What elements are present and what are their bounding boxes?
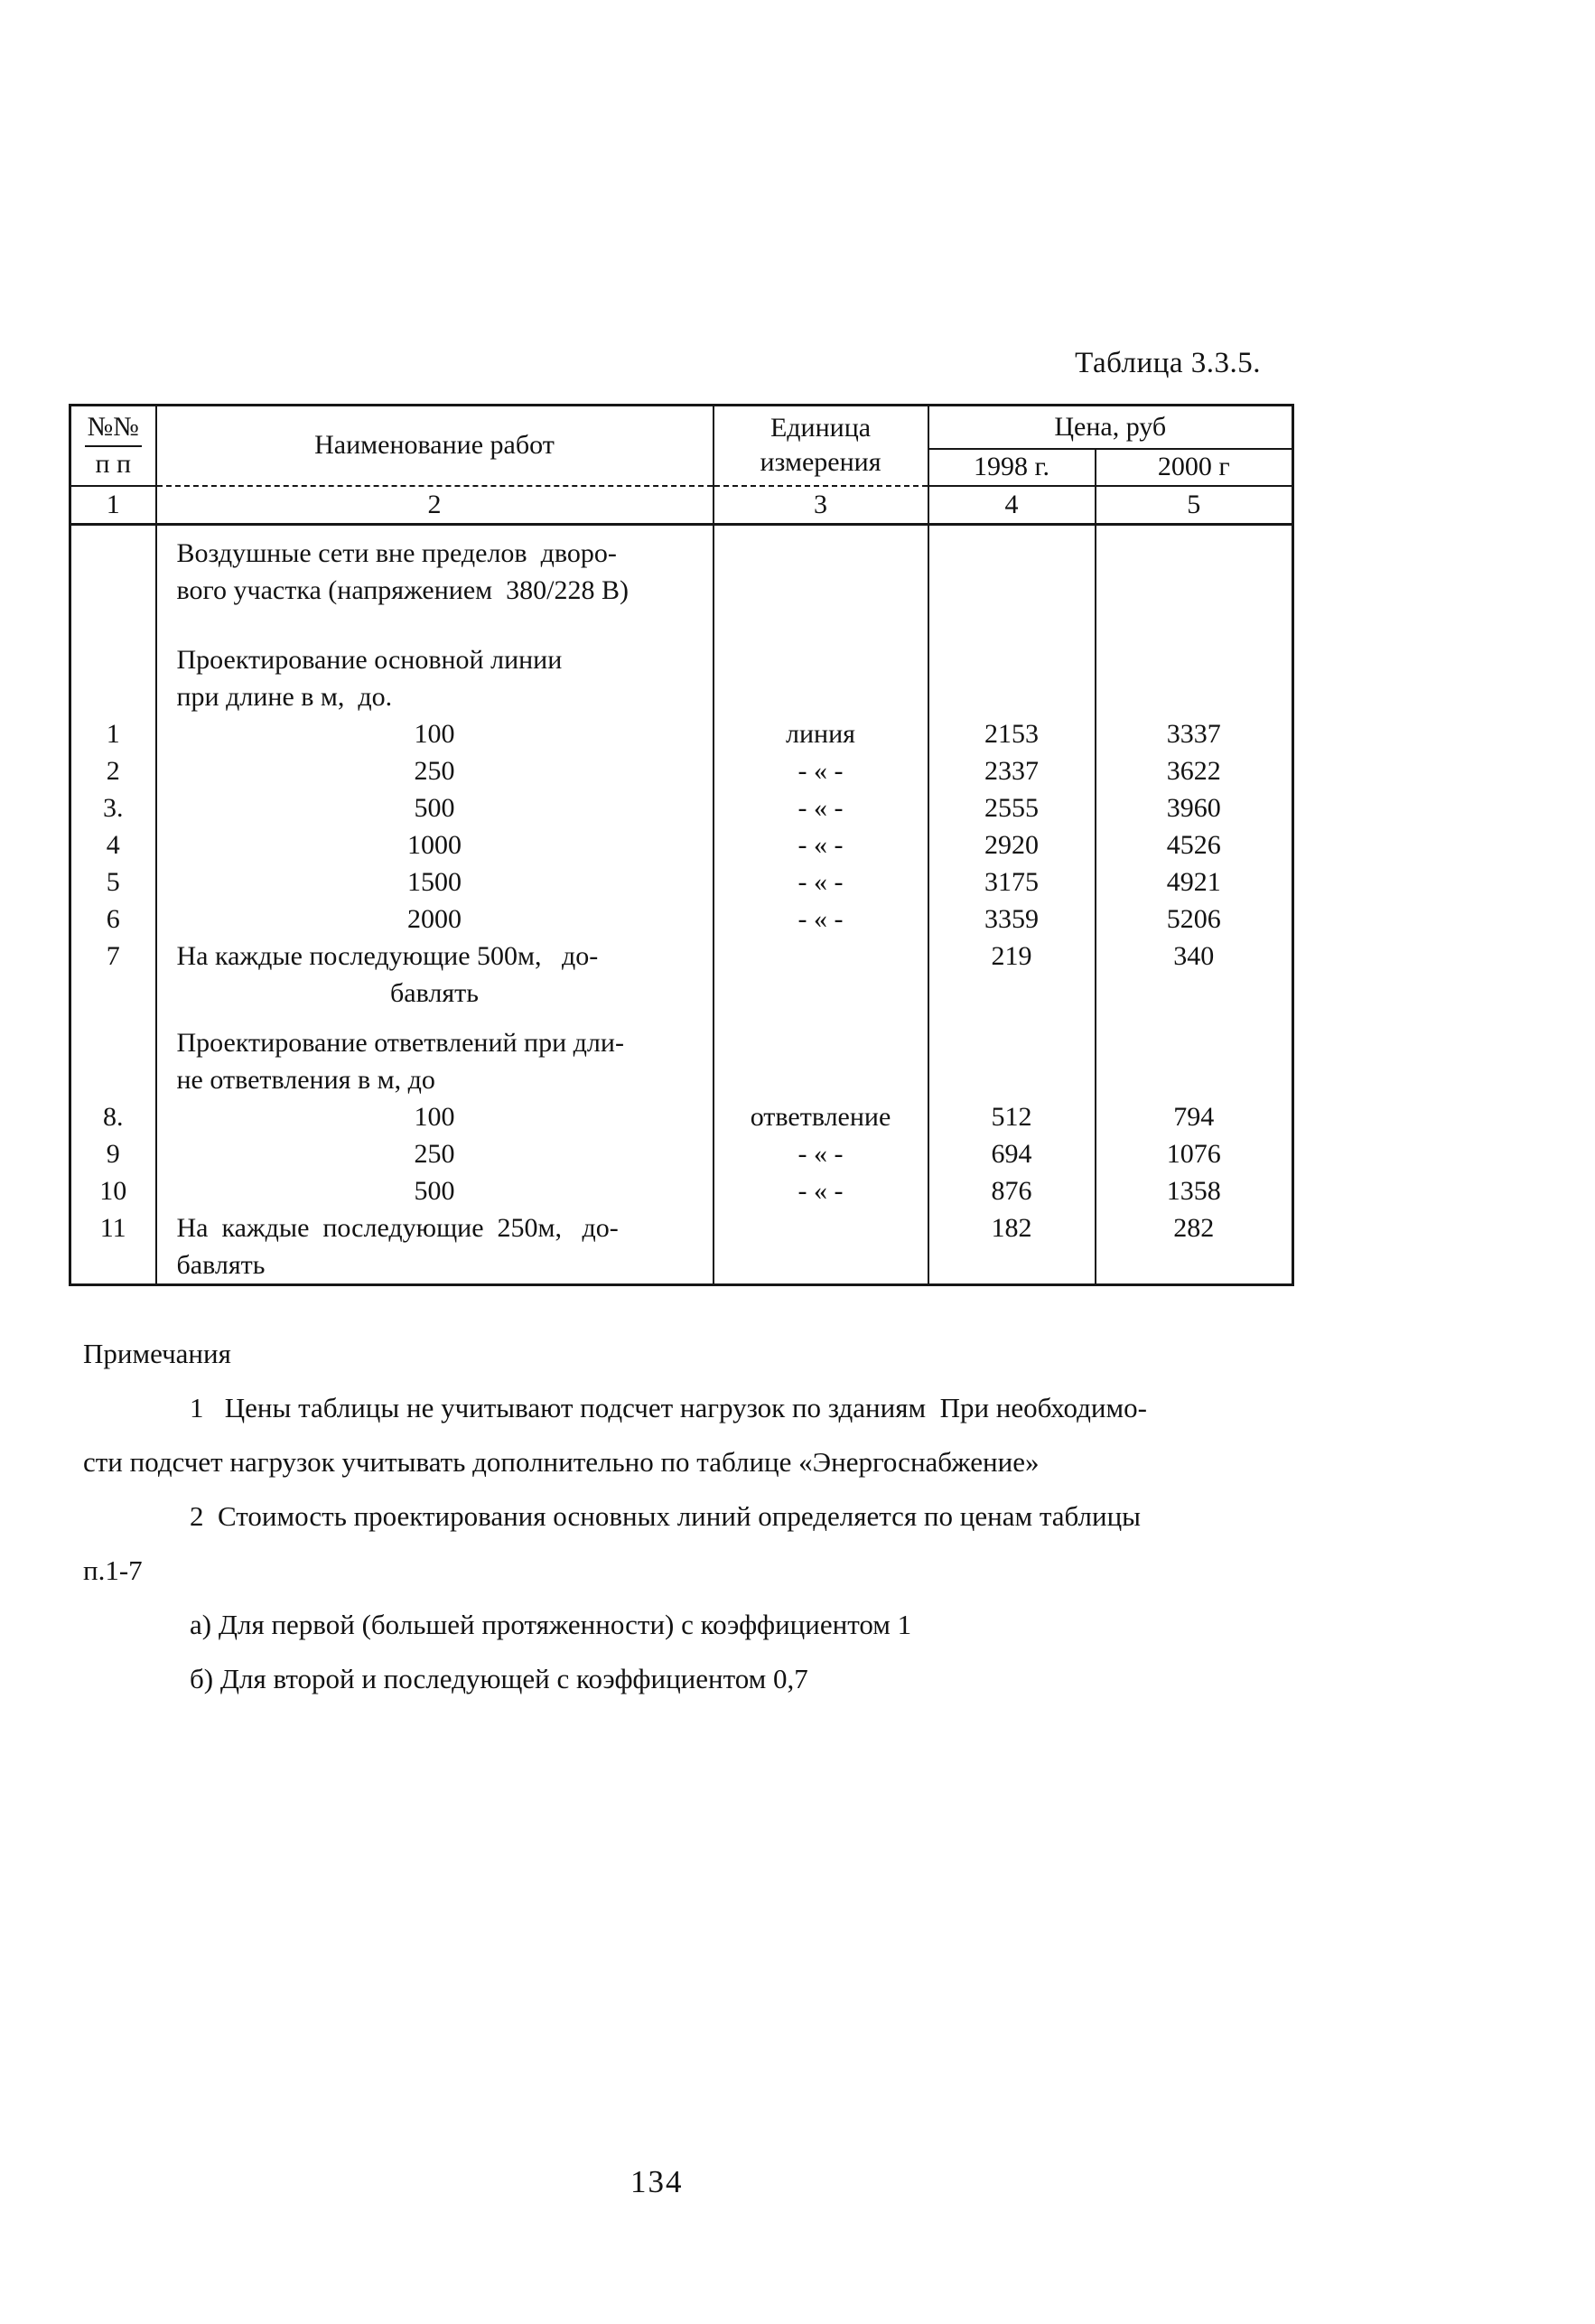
cell-price-1998: 2337 [928,752,1096,789]
price-table [69,404,1294,1286]
header-price-group: Цена, руб [928,406,1293,449]
table-row [70,572,1293,609]
table-row [70,1098,1293,1135]
cell-num: 3. [70,789,156,826]
cell-name: вого участка (напряжением 380/228 В) [156,572,714,609]
cell-price-2000: 4526 [1096,826,1293,863]
cell-price-2000: 1076 [1096,1135,1293,1172]
cell-unit [714,609,928,641]
cell-price-2000 [1096,572,1293,609]
cell-price-1998 [928,1246,1096,1285]
cell-name: бавлять [156,1246,714,1285]
cell-price-1998: 694 [928,1135,1096,1172]
cell-num: 10 [70,1172,156,1209]
cell-price-2000: 340 [1096,938,1293,975]
cell-num [70,609,156,641]
cell-name [156,1012,714,1024]
cell-name: 500 [156,1172,714,1209]
table-row [70,1246,1293,1285]
cell-name: бавлять [156,975,714,1012]
cell-name: Проектирование основной линии [156,641,714,678]
cell-num: 2 [70,752,156,789]
cell-num [70,975,156,1012]
cell-price-2000 [1096,1024,1293,1061]
header-num-line2: п п [95,448,132,479]
cell-num: 6 [70,901,156,938]
cell-num: 1 [70,715,156,752]
table-row [70,789,1293,826]
cell-name: Проектирование ответвлений при дли- [156,1024,714,1061]
col-index-1: 1 [70,486,156,525]
cell-price-2000: 1358 [1096,1172,1293,1209]
note-line: 1 Цены таблицы не учитывают подсчет нагрузок по зданиям При необходимо- [190,1392,1147,1423]
table-row [70,1024,1293,1061]
cell-num: 9 [70,1135,156,1172]
cell-num: 8. [70,1098,156,1135]
spacer-row [70,1012,1293,1024]
price-table-body [70,524,1293,1284]
cell-name: На каждые последующие 250м, до- [156,1209,714,1246]
cell-price-1998 [928,1012,1096,1024]
cell-price-2000 [1096,1246,1293,1285]
cell-price-1998: 2153 [928,715,1096,752]
notes [83,1335,1492,1714]
table-caption: Таблица 3.3.5. [1075,347,1261,379]
cell-num: 11 [70,1209,156,1246]
cell-price-2000 [1096,1061,1293,1098]
cell-unit: - « - [714,901,928,938]
cell-unit: - « - [714,1172,928,1209]
cell-unit: ответвление [714,1098,928,1135]
table-row [70,1209,1293,1246]
table-row [70,524,1293,572]
cell-name: 2000 [156,901,714,938]
table-row [70,678,1293,715]
cell-num [70,1246,156,1285]
cell-price-1998 [928,524,1096,572]
cell-unit [714,524,928,572]
table-row [70,1135,1293,1172]
header-work-name: Наименование работ [156,406,714,486]
note-line: п.1-7 [83,1554,143,1586]
cell-name: 1000 [156,826,714,863]
table-row [70,975,1293,1012]
header-num-line1: №№ [85,410,142,447]
col-index-4: 4 [928,486,1096,525]
cell-price-2000 [1096,641,1293,678]
header-year-1998: 1998 г. [928,449,1096,486]
cell-price-2000: 3337 [1096,715,1293,752]
table-row [70,863,1293,901]
cell-name: 500 [156,789,714,826]
cell-price-2000 [1096,524,1293,572]
cell-price-1998: 876 [928,1172,1096,1209]
col-index-2: 2 [156,486,714,525]
cell-price-1998 [928,572,1096,609]
table-row [70,1172,1293,1209]
cell-price-2000 [1096,975,1293,1012]
cell-price-2000: 282 [1096,1209,1293,1246]
cell-unit [714,1024,928,1061]
header-unit [714,406,928,486]
cell-unit [714,1012,928,1024]
table-row [70,1061,1293,1098]
cell-unit [714,641,928,678]
cell-price-2000 [1096,678,1293,715]
cell-unit: - « - [714,789,928,826]
note-line: а) Для первой (большей протяженности) с коэффициентом 1 [190,1609,912,1640]
cell-price-1998 [928,609,1096,641]
cell-price-1998: 2920 [928,826,1096,863]
cell-unit [714,1209,928,1246]
cell-name: Воздушные сети вне пределов дворо- [156,524,714,572]
cell-name: 250 [156,752,714,789]
cell-name [156,609,714,641]
table-row [70,641,1293,678]
cell-num [70,678,156,715]
cell-unit: - « - [714,1135,928,1172]
table-row [70,826,1293,863]
cell-price-1998 [928,641,1096,678]
col-index-5: 5 [1096,486,1293,525]
cell-price-1998: 3175 [928,863,1096,901]
cell-unit: - « - [714,826,928,863]
cell-num: 5 [70,863,156,901]
spacer-row [70,609,1293,641]
header-row [70,406,1293,449]
cell-unit [714,938,928,975]
header-unit-line1: Единица [770,413,872,443]
page-number: 134 [630,2164,684,2199]
cell-price-2000: 4921 [1096,863,1293,901]
table-row [70,752,1293,789]
cell-num [70,641,156,678]
header-num [70,406,156,486]
header-unit-line2: измерения [760,447,881,478]
cell-num: 4 [70,826,156,863]
cell-unit: - « - [714,752,928,789]
table-row [70,901,1293,938]
cell-price-1998: 512 [928,1098,1096,1135]
cell-unit [714,1246,928,1285]
cell-name: 1500 [156,863,714,901]
cell-price-1998: 182 [928,1209,1096,1246]
cell-price-2000 [1096,609,1293,641]
cell-price-2000: 3960 [1096,789,1293,826]
cell-price-2000: 794 [1096,1098,1293,1135]
note-line: б) Для второй и последующей с коэффициентом 0,7 [190,1663,808,1694]
cell-name: 250 [156,1135,714,1172]
cell-price-1998 [928,678,1096,715]
note-line: сти подсчет нагрузок учитывать дополнительно по таблице «Энергоснабжение» [83,1446,1040,1478]
table-row [70,938,1293,975]
cell-price-1998: 2555 [928,789,1096,826]
cell-price-1998 [928,975,1096,1012]
cell-unit [714,572,928,609]
cell-num [70,1061,156,1098]
cell-price-1998 [928,1061,1096,1098]
cell-price-1998: 3359 [928,901,1096,938]
cell-num [70,572,156,609]
header-index-row [70,486,1293,525]
cell-name: не ответвления в м, до [156,1061,714,1098]
cell-unit [714,1061,928,1098]
cell-num [70,524,156,572]
cell-num [70,1024,156,1061]
cell-unit [714,678,928,715]
cell-unit: - « - [714,863,928,901]
table-row [70,715,1293,752]
cell-name: 100 [156,1098,714,1135]
cell-name: 100 [156,715,714,752]
cell-name: при длине в м, до. [156,678,714,715]
header-year-2000: 2000 г [1096,449,1293,486]
cell-unit [714,975,928,1012]
cell-unit: линия [714,715,928,752]
col-index-3: 3 [714,486,928,525]
note-line: Примечания [83,1338,231,1369]
cell-num [70,1012,156,1024]
cell-price-2000 [1096,1012,1293,1024]
cell-price-2000: 5206 [1096,901,1293,938]
cell-price-1998 [928,1024,1096,1061]
cell-price-2000: 3622 [1096,752,1293,789]
cell-name: На каждые последующие 500м, до- [156,938,714,975]
cell-num: 7 [70,938,156,975]
note-line: 2 Стоимость проектирования основных линий определяется по ценам таблицы [190,1500,1142,1532]
cell-price-1998: 219 [928,938,1096,975]
